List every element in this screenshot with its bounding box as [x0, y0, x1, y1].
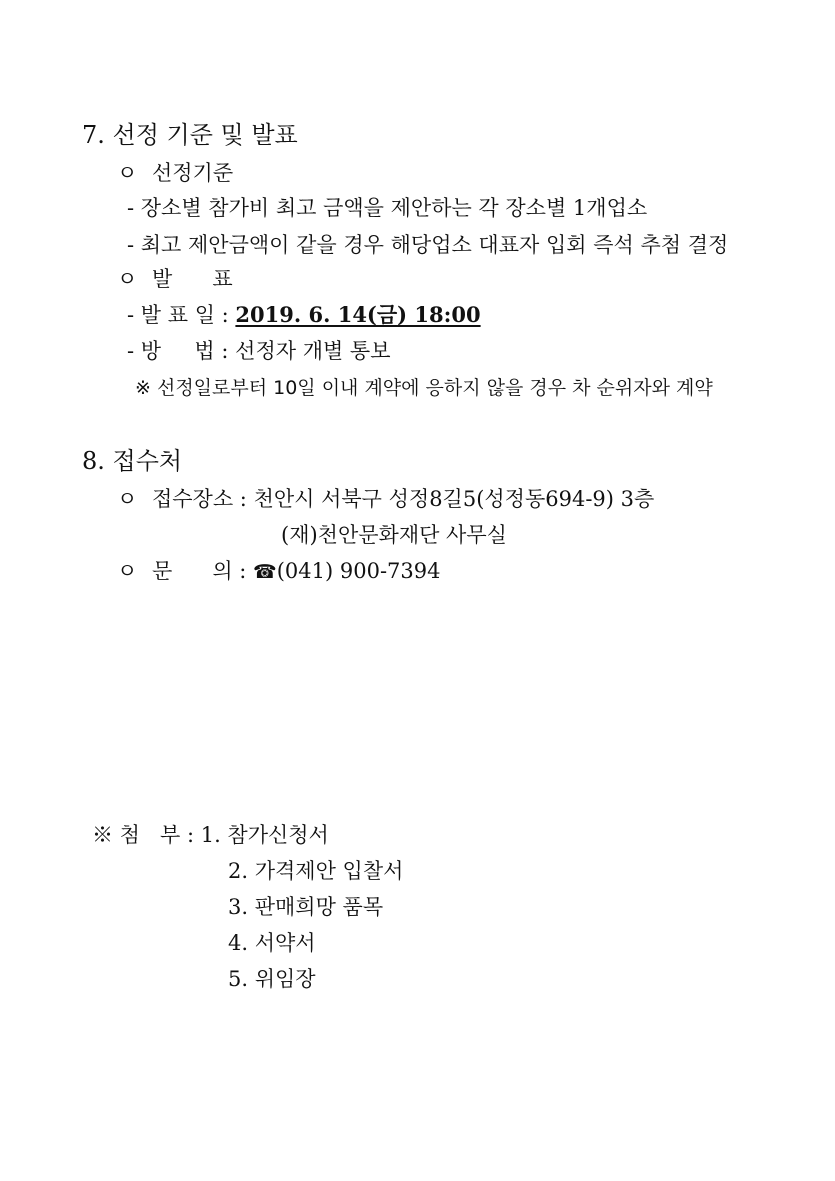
place-address-line1: 천안시 서북구 성정8길5(성정동694-9) 3층: [253, 487, 655, 511]
announcement-date-value: 2019. 6. 14(금) 18:00: [235, 302, 481, 327]
criteria-item-1: - 장소별 참가비 최고 금액을 제안하는 각 장소별 1개업소: [127, 196, 648, 220]
attachment-item-3: 3. 판매희망 품목: [228, 895, 384, 919]
inquiry-bullet: ㅇ: [117, 559, 138, 583]
announcement-bullet: ㅇ: [117, 267, 138, 291]
criteria-label: 선정기준: [151, 161, 234, 185]
inquiry-row: [117, 558, 440, 585]
telephone-icon: ☎: [253, 561, 277, 583]
announcement-label: 발 표: [151, 267, 233, 291]
criteria-heading: [117, 160, 233, 186]
section-8-title: 8. 접수처: [82, 447, 183, 475]
place-bullet: ㅇ: [117, 487, 138, 511]
attachments-label: ※ 첨 부 :: [92, 823, 201, 847]
criteria-item-2: - 최고 제안금액이 같을 경우 해당업소 대표자 입회 즉석 추첨 결정: [127, 233, 729, 257]
announcement-method-value: 선정자 개별 통보: [235, 339, 391, 363]
announcement-note: ※ 선정일로부터 10일 이내 계약에 응하지 않을 경우 차 순위자와 계약: [135, 377, 713, 399]
place-address-line2: (재)천안문화재단 사무실: [281, 523, 507, 547]
announcement-date-label: - 발 표 일 :: [127, 303, 236, 327]
attachment-item-2: 2. 가격제안 입찰서: [228, 859, 404, 883]
announcement-date-row: [127, 302, 481, 328]
place-label: 접수장소 :: [151, 487, 254, 511]
criteria-bullet: ㅇ: [117, 161, 138, 185]
attachments-row: [92, 822, 329, 848]
inquiry-label: 문 의 :: [151, 559, 254, 583]
announcement-method-label: - 방 법 :: [127, 339, 236, 363]
attachment-item-1: 1. 참가신청서: [200, 823, 329, 847]
place-row: [117, 486, 654, 512]
announcement-method-row: [127, 338, 391, 364]
attachment-item-4: 4. 서약서: [228, 931, 316, 955]
attachment-item-5: 5. 위임장: [228, 967, 316, 991]
section-7-title: 7. 선정 기준 및 발표: [82, 121, 298, 149]
inquiry-phone: (041) 900-7394: [276, 559, 441, 583]
announcement-heading: [117, 266, 233, 292]
